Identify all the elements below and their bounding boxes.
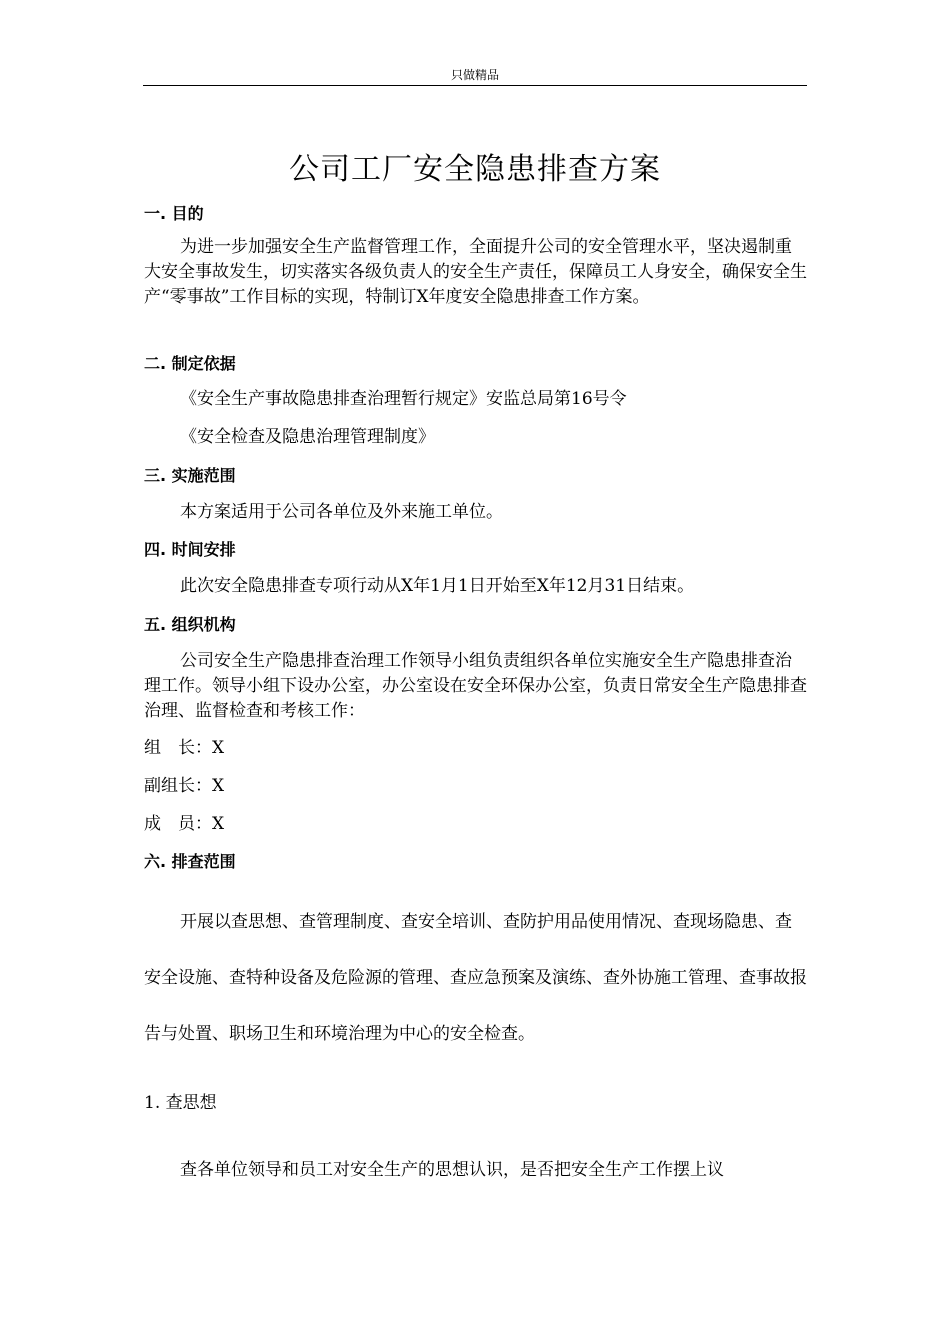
basis-item-1: 《安全生产事故隐患排查治理暂行规定》安监总局第16号令 — [180, 389, 627, 409]
section-5-heading: 五. 组织机构 — [144, 615, 236, 634]
basis-item-2: 《安全检查及隐患治理管理制度》 — [180, 427, 435, 447]
section-1-heading: 一. 目的 — [144, 204, 204, 223]
page-header: 只做精品 — [450, 68, 499, 82]
subsection-1-body: 查各单位领导和员工对安全生产的思想认识，是否把安全生产工作摆上议 — [180, 1160, 724, 1180]
org-leader: 组 长：X — [144, 738, 225, 758]
section-6-heading: 六. 排查范围 — [144, 852, 236, 871]
org-member: 成 员：X — [144, 814, 225, 834]
section-5-body: 公司安全生产隐患排查治理工作领导小组负责组织各单位实施安全生产隐患排查治理工作。领导小组下设办公室，办公室设在安全环保办公室，负责日常安全生产隐患排查治理、监督检查和考核工作： — [144, 651, 807, 721]
section-6-body: 开展以查思想、查管理制度、查安全培训、查防护用品使用情况、查现场隐患、查安全设施、查特种设备及危险源的管理、查应急预案及演练、查外协施工管理、查事故报告与处置、职场卫生和环境治理为中心的安全检查。 — [144, 912, 807, 1044]
section-4-heading: 四. 时间安排 — [144, 540, 236, 559]
section-2-heading: 二. 制定依据 — [144, 354, 236, 373]
section-3-body: 本方案适用于公司各单位及外来施工单位。 — [180, 502, 503, 522]
org-deputy: 副组长：X — [144, 776, 225, 796]
section-4-body: 此次安全隐患排查专项行动从X年1月1日开始至X年12月31日结束。 — [180, 576, 695, 596]
section-1-body: 为进一步加强安全生产监督管理工作，全面提升公司的安全管理水平，坚决遏制重大安全事故发生，切实落实各级负责人的安全生产责任，保障员工人身安全，确保安全生产“零事故”工作目标的实现，特制订X年度安全隐患排查工作方案。 — [144, 237, 807, 307]
document-title: 公司工厂安全隐患排查方案 — [289, 152, 661, 187]
header-rule — [143, 85, 807, 86]
section-3-heading: 三. 实施范围 — [144, 466, 236, 485]
subsection-1-title: 1. 查思想 — [144, 1093, 217, 1113]
